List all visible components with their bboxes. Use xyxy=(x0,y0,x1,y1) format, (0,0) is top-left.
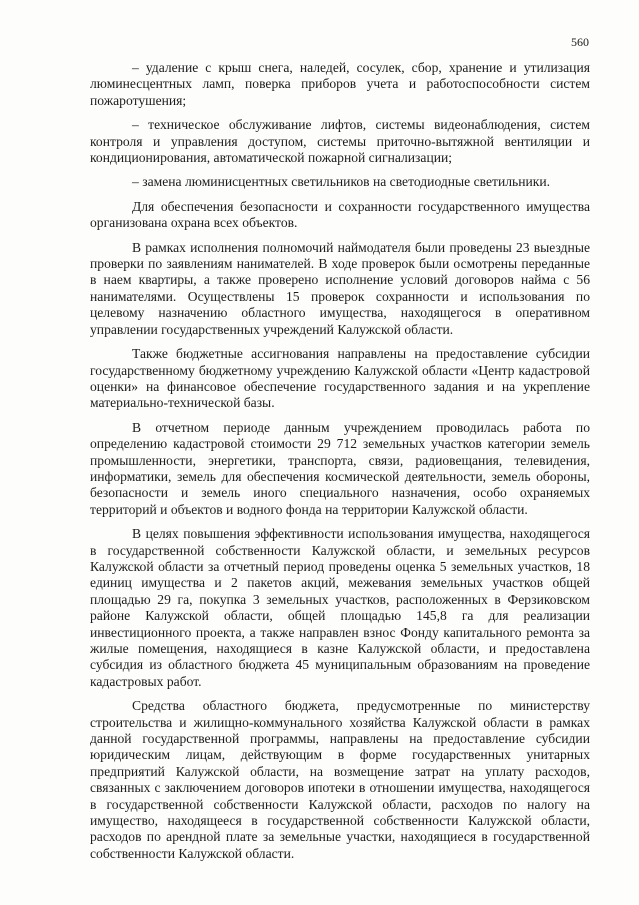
paragraph-led-replacement: – замена люминисцентных светильников на светодиодные светильники. xyxy=(132,174,551,190)
paragraph-cadastral-valuation: В отчетном периоде данным учреждением проводилась работа по определению кадастровой стоимости 29 712 земельных участков категории земель промышленности, энергетики, транспорта, связи, радиовещания, телевидения, информатики, земель для обеспечения космической деятельности, земель обороны, безопасности и земель иного специального назначения, особо охраняемых территорий и объектов и водного фонда на территории Калужской области. xyxy=(90,419,590,517)
paragraph-cadastral-center: Также бюджетные ассигнования направлены на предоставление субсидии государственному бюджетному учреждению Калужской области «Центр кадастровой оценки» на финансовое обеспечение государственного задания и на укрепление материально-технической базы. xyxy=(90,346,590,411)
page-number: 560 xyxy=(571,35,589,49)
paragraph-property-efficiency: В целях повышения эффективности использования имущества, находящегося в государственной собственности Калужской области, и земельных ресурсов Калужской области за отчетный период проведены оценка 5 земельных участков, 18 единиц имущества и 2 пакетов акций, межевания земельных участков общей площадью 29 га, покупка 3 земельных участков, расположенных в Ферзиковском районе Калужской области, общей площадью 145,8 га для реализации инвестиционного проекта, а также направлен взнос Фонду капитального ремонта за жилые помещения, находящиеся в казне Калужской области, и предоставлена субсидия из областного бюджета 45 муниципальным образованиям на проведение кадастровых работ. xyxy=(90,526,590,689)
paragraph-inspections: В рамках исполнения полномочий наймодателя были проведены 23 выездные проверки по заявлениям нанимателей. В ходе проверок были осмотрены переданные в наем квартиры, а также проверено исполнение условий договоров найма с 56 нанимателями. Осуществлены 15 проверок сохранности и использования по целевому назначению областного имущества, находящегося в оперативном управлении государственных учреждений Калужской области. xyxy=(90,239,590,337)
paragraph-construction-ministry: Средства областного бюджета, предусмотренные по министерству строительства и жилищно-коммунального хозяйства Калужской области в рамках данной государственной программы, направлены на предоставление субсидии юридическим лицам, действующим в форме государственных унитарных предприятий Калужской области, на возмещение затрат на уплату расходов, связанных с заключением договоров ипотеки в отношении имущества, находящегося в государственной собственности Калужской области, расходов по налогу на имущество, находящееся в государственной собственности Калужской области, расходов по арендной плате за земельные участки, находящиеся в государственной собственности Калужской области. xyxy=(90,698,590,861)
paragraph-maintenance: – техническое обслуживание лифтов, системы видеонаблюдения, систем контроля и управления доступом, системы приточно-вытяжной вентиляции и кондиционирования, автоматической пожарной сигнализации; xyxy=(90,117,590,166)
document-body xyxy=(90,60,590,870)
paragraph-security: Для обеспечения безопасности и сохранности государственного имущества организована охрана всех объектов. xyxy=(90,198,590,231)
paragraph-roof-cleaning: – удаление с крыш снега, наледей, сосулек, сбор, хранение и утилизация люминесцентных ламп, поверка приборов учета и работоспособности систем пожаротушения; xyxy=(90,60,590,108)
